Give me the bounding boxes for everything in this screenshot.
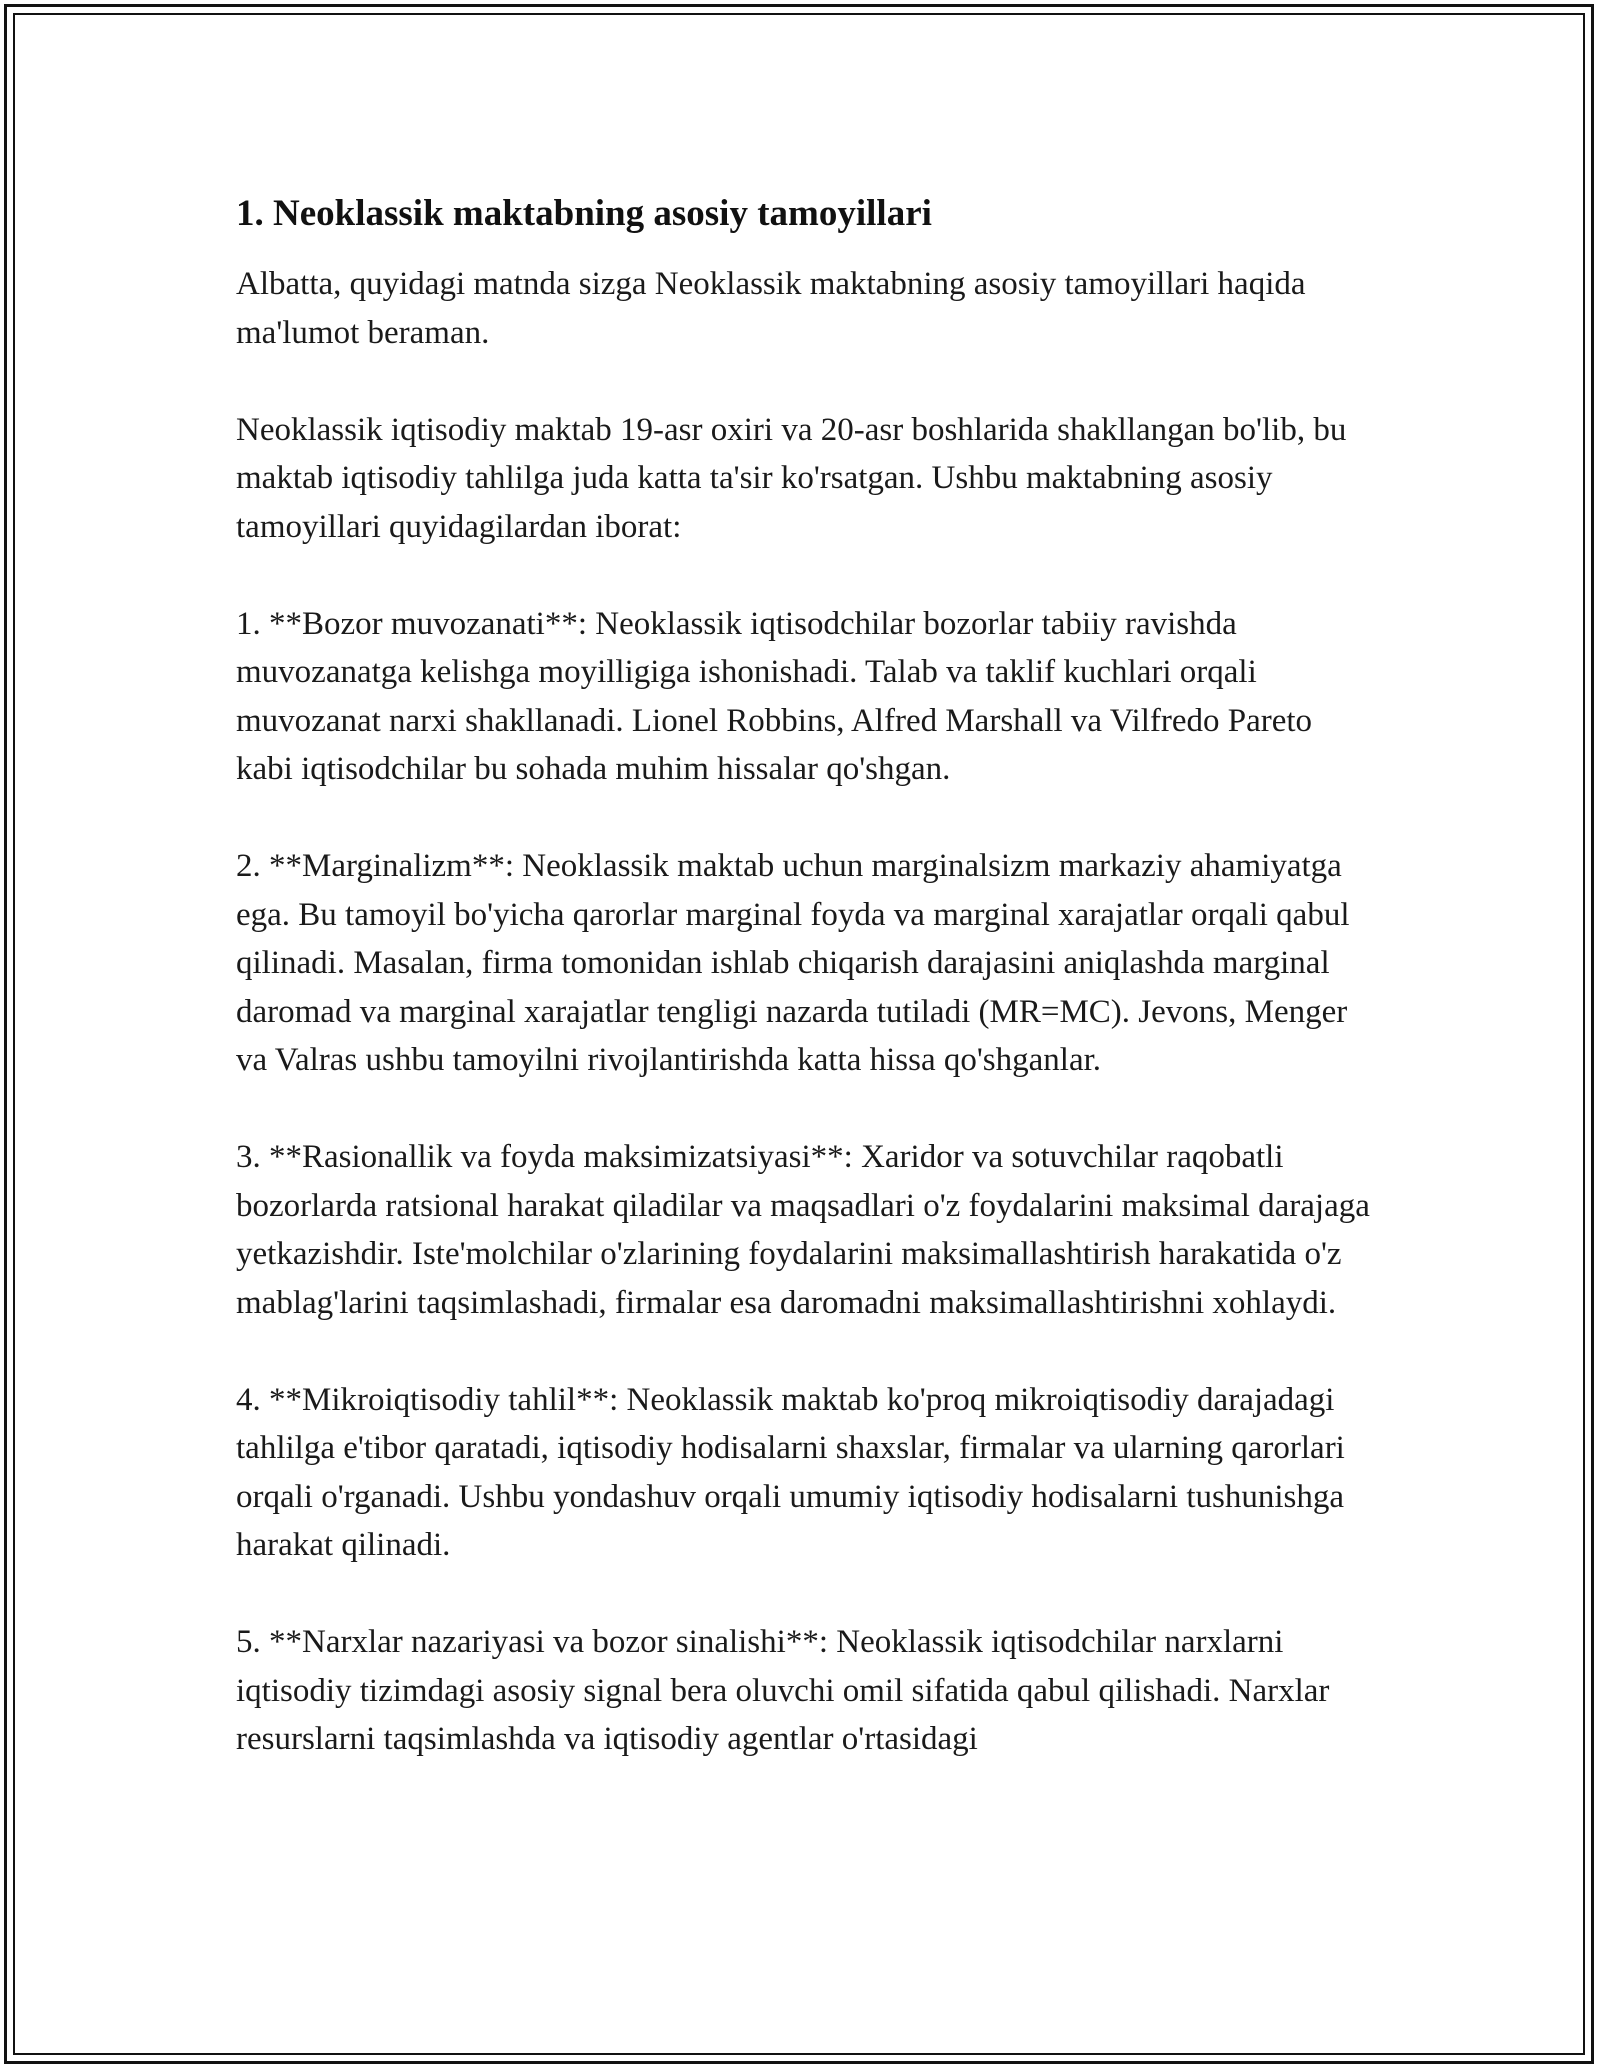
paragraph-microeconomic-analysis: 4. **Mikroiqtisodiy tahlil**: Neoklassik maktab ko'proq mikroiqtisodiy darajadagi tahlilga e'tibor qaratadi, iqtisodiy hodisalarni shaxslar, firmalar va ularning qarorlari orqali o'rganadi. Ushbu yondashuv orqali umumiy iqtisodiy hodisalarni tushunishga harakat qilinadi. bbox=[236, 1381, 1345, 1563]
paragraph-price-theory: 5. **Narxlar nazariyasi va bozor sinalishi**: Neoklassik iqtisodchilar narxlarni iqtisodiy tizimdagi asosiy signal bera oluvchi omil sifatida qabul qilishadi. Narxlar resurslarni taqsimlashda va iqtisodiy agentlar o'rtasidagi bbox=[236, 1624, 1330, 1757]
document-page bbox=[236, 190, 1376, 1764]
document-title: 1. Neoklassik maktabning asosiy tamoyillari bbox=[236, 193, 932, 234]
paragraph-overview: Neoklassik iqtisodiy maktab 19-asr oxiri va 20-asr boshlarida shakllangan bo'lib, bu maktab iqtisodiy tahlilga juda katta ta'sir ko'rsatgan. Ushbu maktabning asosiy tamoyillari quyidagilardan iborat: bbox=[236, 411, 1347, 545]
paragraph-rationality: 3. **Rasionallik va foyda maksimizatsiyasi**: Xaridor va sotuvchilar raqobatli bozorlarda ratsional harakat qiladilar va maqsadlari o'z foydalarini maksimal darajaga yetkazishdir. Iste'molchilar o'zlarining foydalarini maksimallashtirish harakatida o'z mablag'larini taqsimlashadi, firmalar esa daromadni maksimallashtirishni xohlaydi. bbox=[236, 1139, 1370, 1321]
paragraph-intro: Albatta, quyidagi matnda sizga Neoklassik maktabning asosiy tamoyillari haqida ma'lumot beraman. bbox=[236, 266, 1306, 351]
paragraph-marginalism: 2. **Marginalizm**: Neoklassik maktab uchun marginalsizm markaziy ahamiyatga ega. Bu tamoyil bo'yicha qarorlar marginal foyda va marginal xarajatlar orqali qabul qilinadi. Masalan, firma tomonidan ishlab chiqarish darajasini aniqlashda marginal daromad va marginal xarajatlar tengligi nazarda tutiladi (MR=MC). Jevons, Menger va Valras ushbu tamoyilni rivojlantirishda katta hissa qo'shganlar. bbox=[236, 848, 1350, 1078]
paragraph-market-equilibrium: 1. **Bozor muvozanati**: Neoklassik iqtisodchilar bozorlar tabiiy ravishda muvozanatga kelishga moyilligiga ishonishadi. Talab va taklif kuchlari orqali muvozanat narxi shakllanadi. Lionel Robbins, Alfred Marshall va Vilfredo Pareto kabi iqtisodchilar bu sohada muhim hissalar qo'shgan. bbox=[236, 605, 1313, 787]
